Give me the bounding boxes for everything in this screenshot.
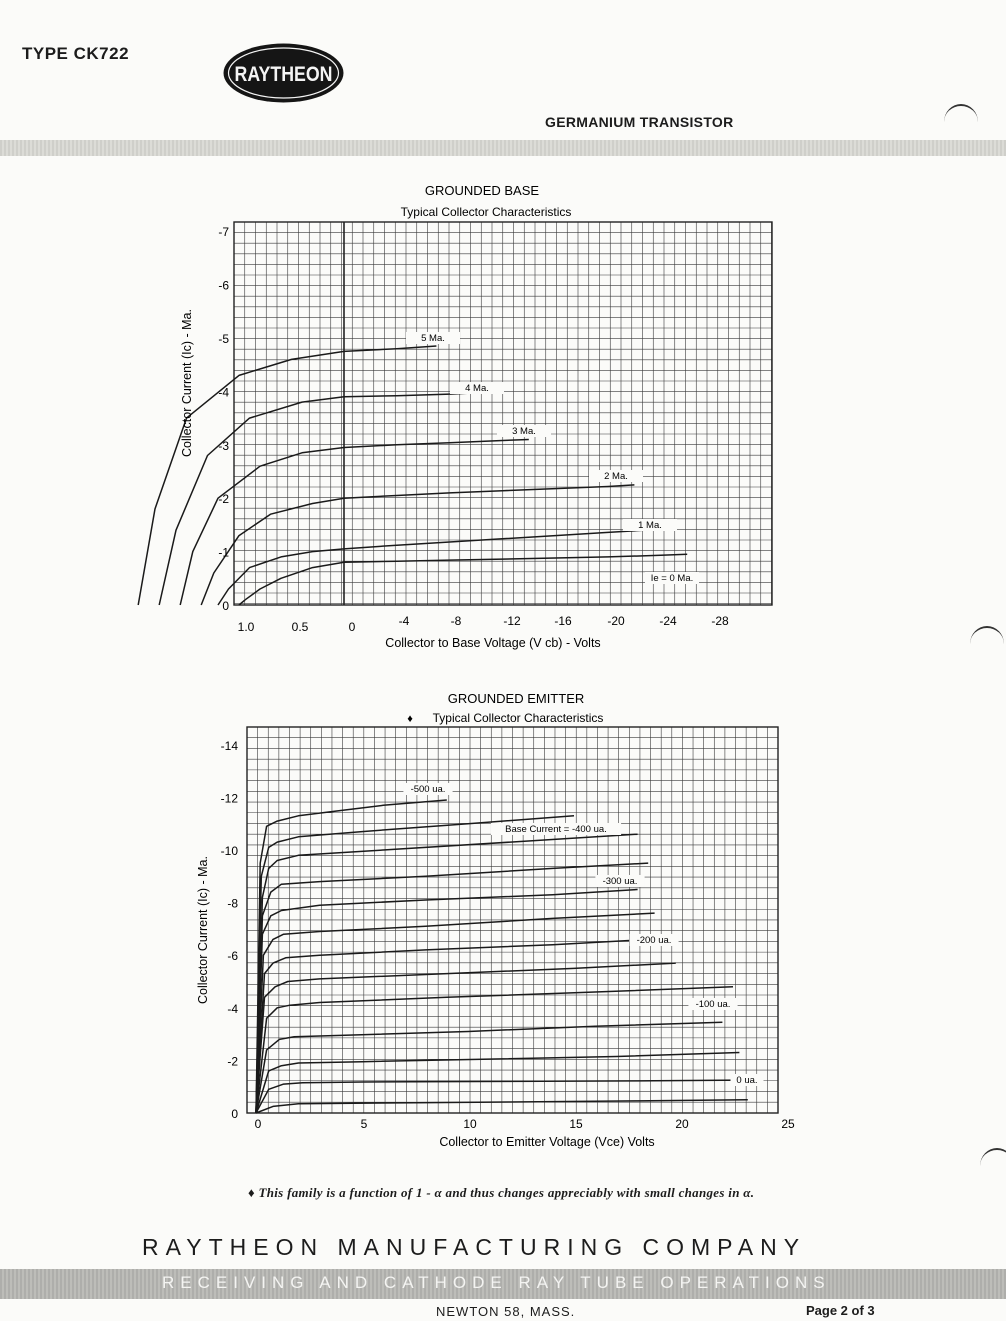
curve-label: 1 Ma. (638, 520, 662, 531)
y-tick-labels (221, 739, 239, 1121)
chart-title: GROUNDED BASE (424, 183, 540, 198)
chart-title: GROUNDED EMITTER (447, 691, 585, 706)
curve-label: 5 Ma. (421, 333, 445, 344)
x-tick-label: -16 (554, 614, 572, 628)
curve-label: 2 Ma. (604, 471, 628, 482)
division-name: RECEIVING AND CATHODE RAY TUBE OPERATIONS (162, 1273, 831, 1292)
y-axis-label: Collector Current (Ic) - Ma. (180, 309, 194, 457)
y-tick-label: -7 (218, 225, 229, 240)
x-axis-label: Collector to Base Voltage (V cb) - Volts (385, 636, 601, 650)
chart-subtitle: Typical Collector Characteristics (400, 205, 572, 219)
y-tick-label: -14 (220, 738, 238, 753)
curve-series-1 (256, 816, 574, 1113)
curve-label: Base Current = -400 ua. (505, 824, 607, 835)
binder-hole-1 (944, 104, 978, 140)
x-tick-label: -4 (398, 614, 410, 628)
header-band (0, 140, 1006, 156)
grounded-emitter-chart (0, 680, 1006, 1160)
curve-label: 3 Ma. (512, 426, 536, 437)
x-axis-label: Collector to Emitter Voltage (Vce) Volts (439, 1135, 655, 1149)
curve-label: -100 ua. (695, 999, 731, 1010)
curve-series-9 (256, 1022, 722, 1113)
y-tick-label: 0 (231, 1107, 238, 1121)
x-tick-label: 0.5 (291, 620, 309, 634)
y-axis-label: Collector Current (Ic) - Ma. (196, 856, 210, 1004)
y-tick-label: -1 (218, 545, 229, 560)
raytheon-logo (222, 42, 345, 104)
y-tick-label: -2 (227, 1054, 238, 1069)
curve-series-0 (239, 554, 687, 605)
grid (247, 727, 778, 1113)
y-tick-labels (218, 225, 229, 613)
y-tick-label: -5 (218, 332, 229, 346)
page-number: Page 2 of 3 (806, 1303, 875, 1318)
x-tick-label: 0 (348, 620, 356, 634)
logo-text: RAYTHEON (234, 63, 333, 86)
curve-label: 4 Ma. (465, 383, 489, 394)
x-tick-label: 25 (781, 1117, 795, 1131)
city-address: NEWTON 58, MASS. (436, 1304, 576, 1319)
curve-label: -300 ua. (602, 876, 638, 887)
y-tick-label: -8 (227, 896, 238, 911)
curve-series-4 (256, 890, 638, 1114)
curve-labels (403, 783, 763, 1086)
x-tick-label: 10 (463, 1117, 477, 1131)
curve-label: 0 ua. (736, 1075, 758, 1086)
y-tick-label: -2 (218, 492, 229, 507)
curve-series-4 (159, 393, 482, 606)
x-tick-labels (255, 1117, 795, 1131)
grounded-base-chart (0, 170, 1006, 660)
x-tick-label: -24 (659, 614, 677, 628)
footnote-marker: ♦ (407, 713, 413, 725)
curve-series-0 (256, 800, 447, 1113)
curve-label: -200 ua. (636, 935, 672, 946)
y-tick-label: -6 (227, 949, 238, 964)
x-tick-label: 15 (569, 1117, 583, 1131)
curve-series-1 (218, 529, 661, 605)
x-tick-labels (238, 614, 729, 634)
x-tick-label: 1.0 (237, 620, 255, 634)
y-tick-label: 0 (222, 599, 229, 613)
y-tick-label: -12 (220, 791, 238, 806)
x-tick-label: -20 (607, 614, 625, 628)
x-tick-label: -12 (503, 614, 521, 628)
y-tick-label: -6 (218, 278, 229, 293)
curve-label: Ie = 0 Ma. (650, 573, 694, 584)
chart-subtitle: Typical Collector Characteristics (432, 711, 604, 725)
grid (234, 222, 772, 605)
tube-type-label: TYPE CK722 (22, 44, 130, 63)
curve-label: -500 ua. (410, 784, 446, 795)
y-tick-label: -4 (218, 385, 229, 400)
x-tick-label: -8 (450, 614, 462, 628)
x-tick-label: -28 (711, 614, 729, 628)
y-tick-label: -10 (220, 844, 238, 858)
y-tick-label: -3 (218, 438, 229, 453)
curve-series-3 (256, 863, 648, 1113)
curve-series-3 (180, 440, 529, 606)
x-tick-label: 20 (675, 1117, 689, 1131)
footnote: ♦ This family is a function of 1 - α and thus changes appreciably with small changes in α. (248, 1185, 755, 1200)
curve-series-11 (256, 1080, 739, 1113)
subject-heading: GERMANIUM TRANSISTOR (545, 114, 734, 130)
curve-labels (406, 332, 699, 584)
x-tick-label: 5 (360, 1117, 368, 1131)
x-tick-label: 0 (254, 1117, 262, 1131)
company-name: RAYTHEON MANUFACTURING COMPANY (142, 1234, 807, 1260)
y-tick-label: -4 (227, 1001, 238, 1016)
